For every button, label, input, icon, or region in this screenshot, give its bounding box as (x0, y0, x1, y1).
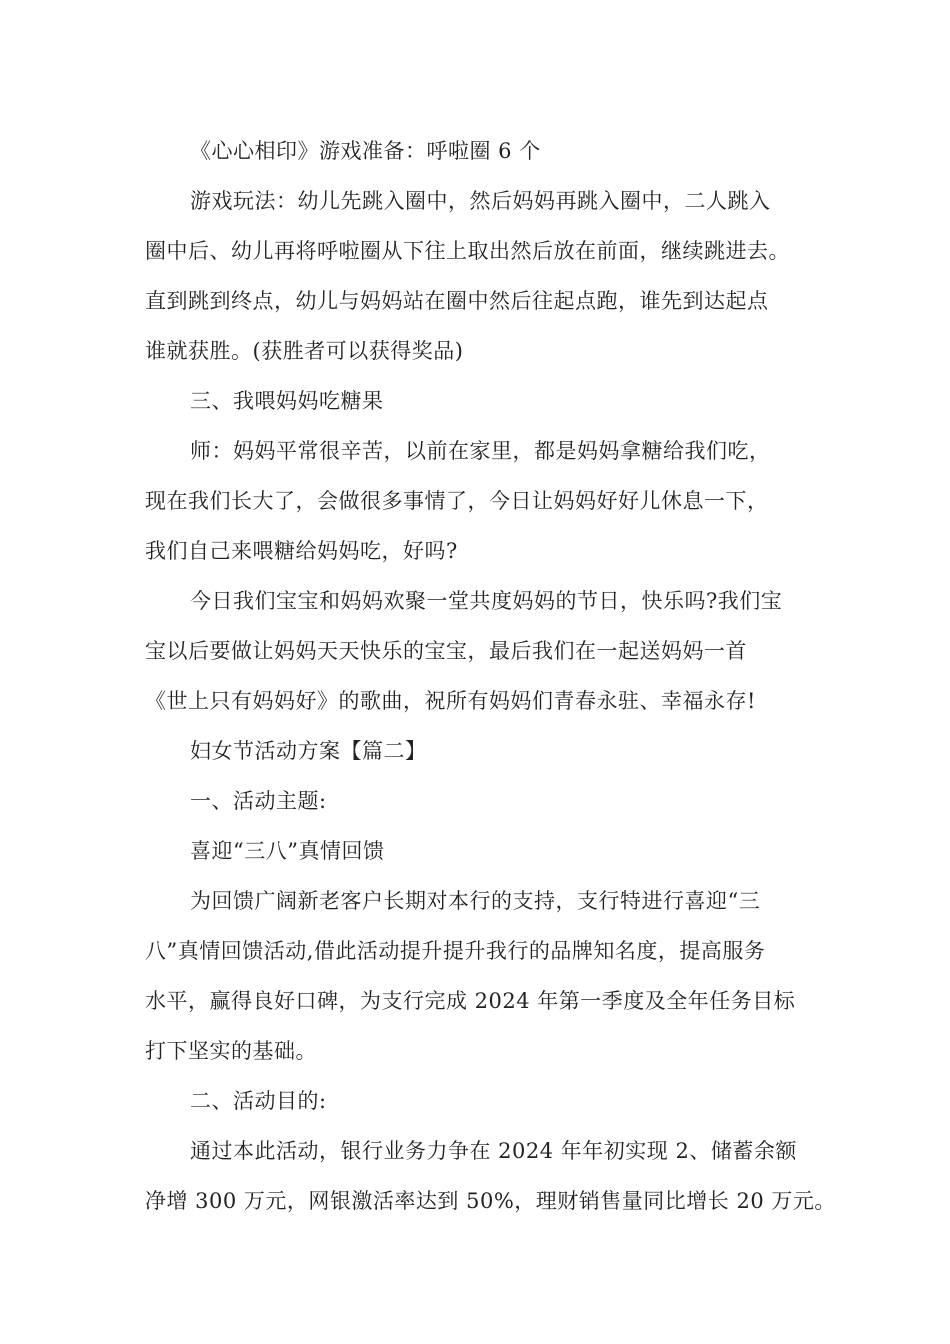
text-line-purpose-3: 水平，赢得良好口碑，为支行完成 2024 年第一季度及全年任务目标 (145, 989, 796, 1013)
text-line-closing-2: 宝以后要做让妈妈天天快乐的宝宝，最后我们在一起送妈妈一首 (145, 639, 747, 663)
text-line-purpose-1: 为回馈广阔新老客户长期对本行的支持，支行特进行喜迎“三 (190, 889, 761, 913)
text-line-purpose-2: 八”真情回馈活动,借此活动提升提升我行的品牌知名度，提高服务 (145, 939, 766, 963)
section-heading-goal: 二、活动目的: (190, 1089, 327, 1113)
text-line-game-rules-2: 圈中后、幼儿再将呼啦圈从下往上取出然后放在前面，继续跳进去。 (145, 239, 790, 263)
text-line-closing-1: 今日我们宝宝和妈妈欢聚一堂共度妈妈的节日，快乐吗?我们宝 (190, 589, 783, 613)
text-line-teacher-1: 师：妈妈平常很辛苦，以前在家里，都是妈妈拿糖给我们吃， (190, 439, 771, 463)
text-line-closing-3: 《世上只有妈妈好》的歌曲，祝所有妈妈们青春永驻、幸福永存! (145, 689, 756, 713)
text-line-game-rules-1: 游戏玩法：幼儿先跳入圈中，然后妈妈再跳入圈中，二人跳入 (190, 189, 771, 213)
section-heading-feed-candy: 三、我喂妈妈吃糖果 (190, 389, 384, 413)
text-line-theme: 喜迎“三八”真情回馈 (190, 839, 385, 863)
section-heading-theme: 一、活动主题: (190, 789, 327, 813)
text-line-teacher-2: 现在我们长大了，会做很多事情了，今日让妈妈好好儿休息一下， (145, 489, 769, 513)
text-line-goal-2: 净增 300 万元，网银激活率达到 50%，理财销售量同比增长 20 万元。 (145, 1189, 836, 1213)
text-line-teacher-3: 我们自己来喂糖给妈妈吃，好吗? (145, 539, 458, 563)
text-line-game-prep: 《心心相印》游戏准备：呼啦圈 6 个 (190, 139, 541, 163)
section-title-part-two: 妇女节活动方案【篇二】 (190, 739, 427, 763)
text-line-game-rules-4: 谁就获胜。(获胜者可以获得奖品) (145, 339, 464, 363)
text-line-goal-1: 通过本此活动，银行业务力争在 2024 年年初实现 2、储蓄余额 (190, 1139, 797, 1163)
text-line-purpose-4: 打下坚实的基础。 (145, 1039, 317, 1063)
text-line-game-rules-3: 直到跳到终点，幼儿与妈妈站在圈中然后往起点跑，谁先到达起点 (145, 289, 769, 313)
